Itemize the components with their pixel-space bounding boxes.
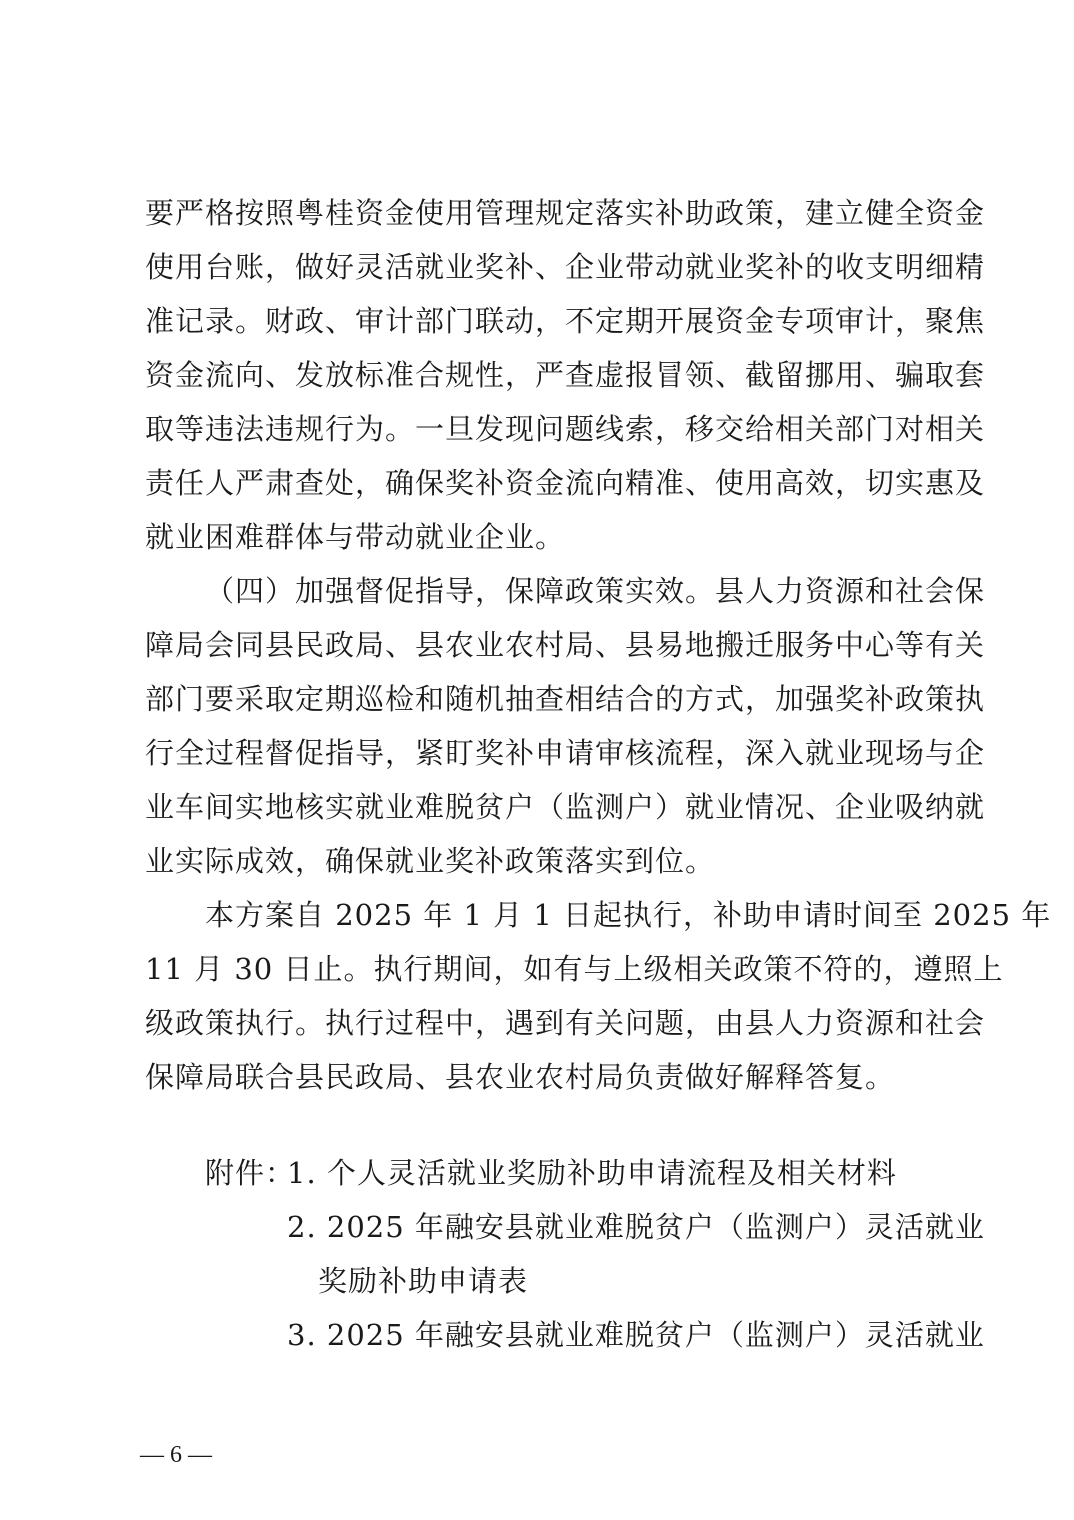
body-line: 责任人严肃查处，确保奖补资金流向精准、使用高效，切实惠及 xyxy=(145,466,986,500)
section-four-line: 业车间实地核实就业难脱贫户（监测户）就业情况、企业吸纳就 xyxy=(145,790,986,824)
effective-line: 级政策执行。执行过程中，遇到有关问题，由县人力资源和社会 xyxy=(145,1006,986,1040)
section-four-heading-line: （四）加强督促指导，保障政策实效。县人力资源和社会保 xyxy=(205,574,986,608)
page-number: — 6 — xyxy=(140,1442,212,1468)
section-four-line: 障局会同县民政局、县农业农村局、县易地搬迁服务中心等有关 xyxy=(145,628,986,662)
attachment-item-2-continued: 奖励补助申请表 xyxy=(318,1264,529,1298)
body-line: 资金流向、发放标准合规性，严查虚报冒领、截留挪用、骗取套 xyxy=(145,358,986,392)
section-four-line: 业实际成效，确保就业奖补政策落实到位。 xyxy=(145,844,716,878)
attachment-item-2: 2. 2025 年融安县就业难脱贫户（监测户）灵活就业 xyxy=(287,1210,985,1244)
body-line: 要严格按照粤桂资金使用管理规定落实补助政策，建立健全资金 xyxy=(145,196,986,230)
attachment-item-3: 3. 2025 年融安县就业难脱贫户（监测户）灵活就业 xyxy=(287,1318,985,1352)
attachments-label: 附件： xyxy=(205,1156,296,1190)
attachment-item-1: 1. 个人灵活就业奖励补助申请流程及相关材料 xyxy=(287,1156,897,1190)
body-line: 就业困难群体与带动就业企业。 xyxy=(145,520,566,554)
effective-line: 保障局联合县民政局、县农业农村局负责做好解释答复。 xyxy=(145,1060,896,1094)
body-line: 取等违法违规行为。一旦发现问题线索，移交给相关部门对相关 xyxy=(145,412,986,446)
section-four-line: 行全过程督促指导，紧盯奖补申请审核流程，深入就业现场与企 xyxy=(145,736,986,770)
section-four-line: 部门要采取定期巡检和随机抽查相结合的方式，加强奖补政策执 xyxy=(145,682,986,716)
body-line: 准记录。财政、审计部门联动，不定期开展资金专项审计，聚焦 xyxy=(145,304,986,338)
body-line: 使用台账，做好灵活就业奖补、企业带动就业奖补的收支明细精 xyxy=(145,250,986,284)
effective-line: 11 月 30 日止。执行期间，如有与上级相关政策不符的，遵照上 xyxy=(145,952,1004,986)
effective-line: 本方案自 2025 年 1 月 1 日起执行，补助申请时间至 2025 年 xyxy=(205,898,1052,932)
